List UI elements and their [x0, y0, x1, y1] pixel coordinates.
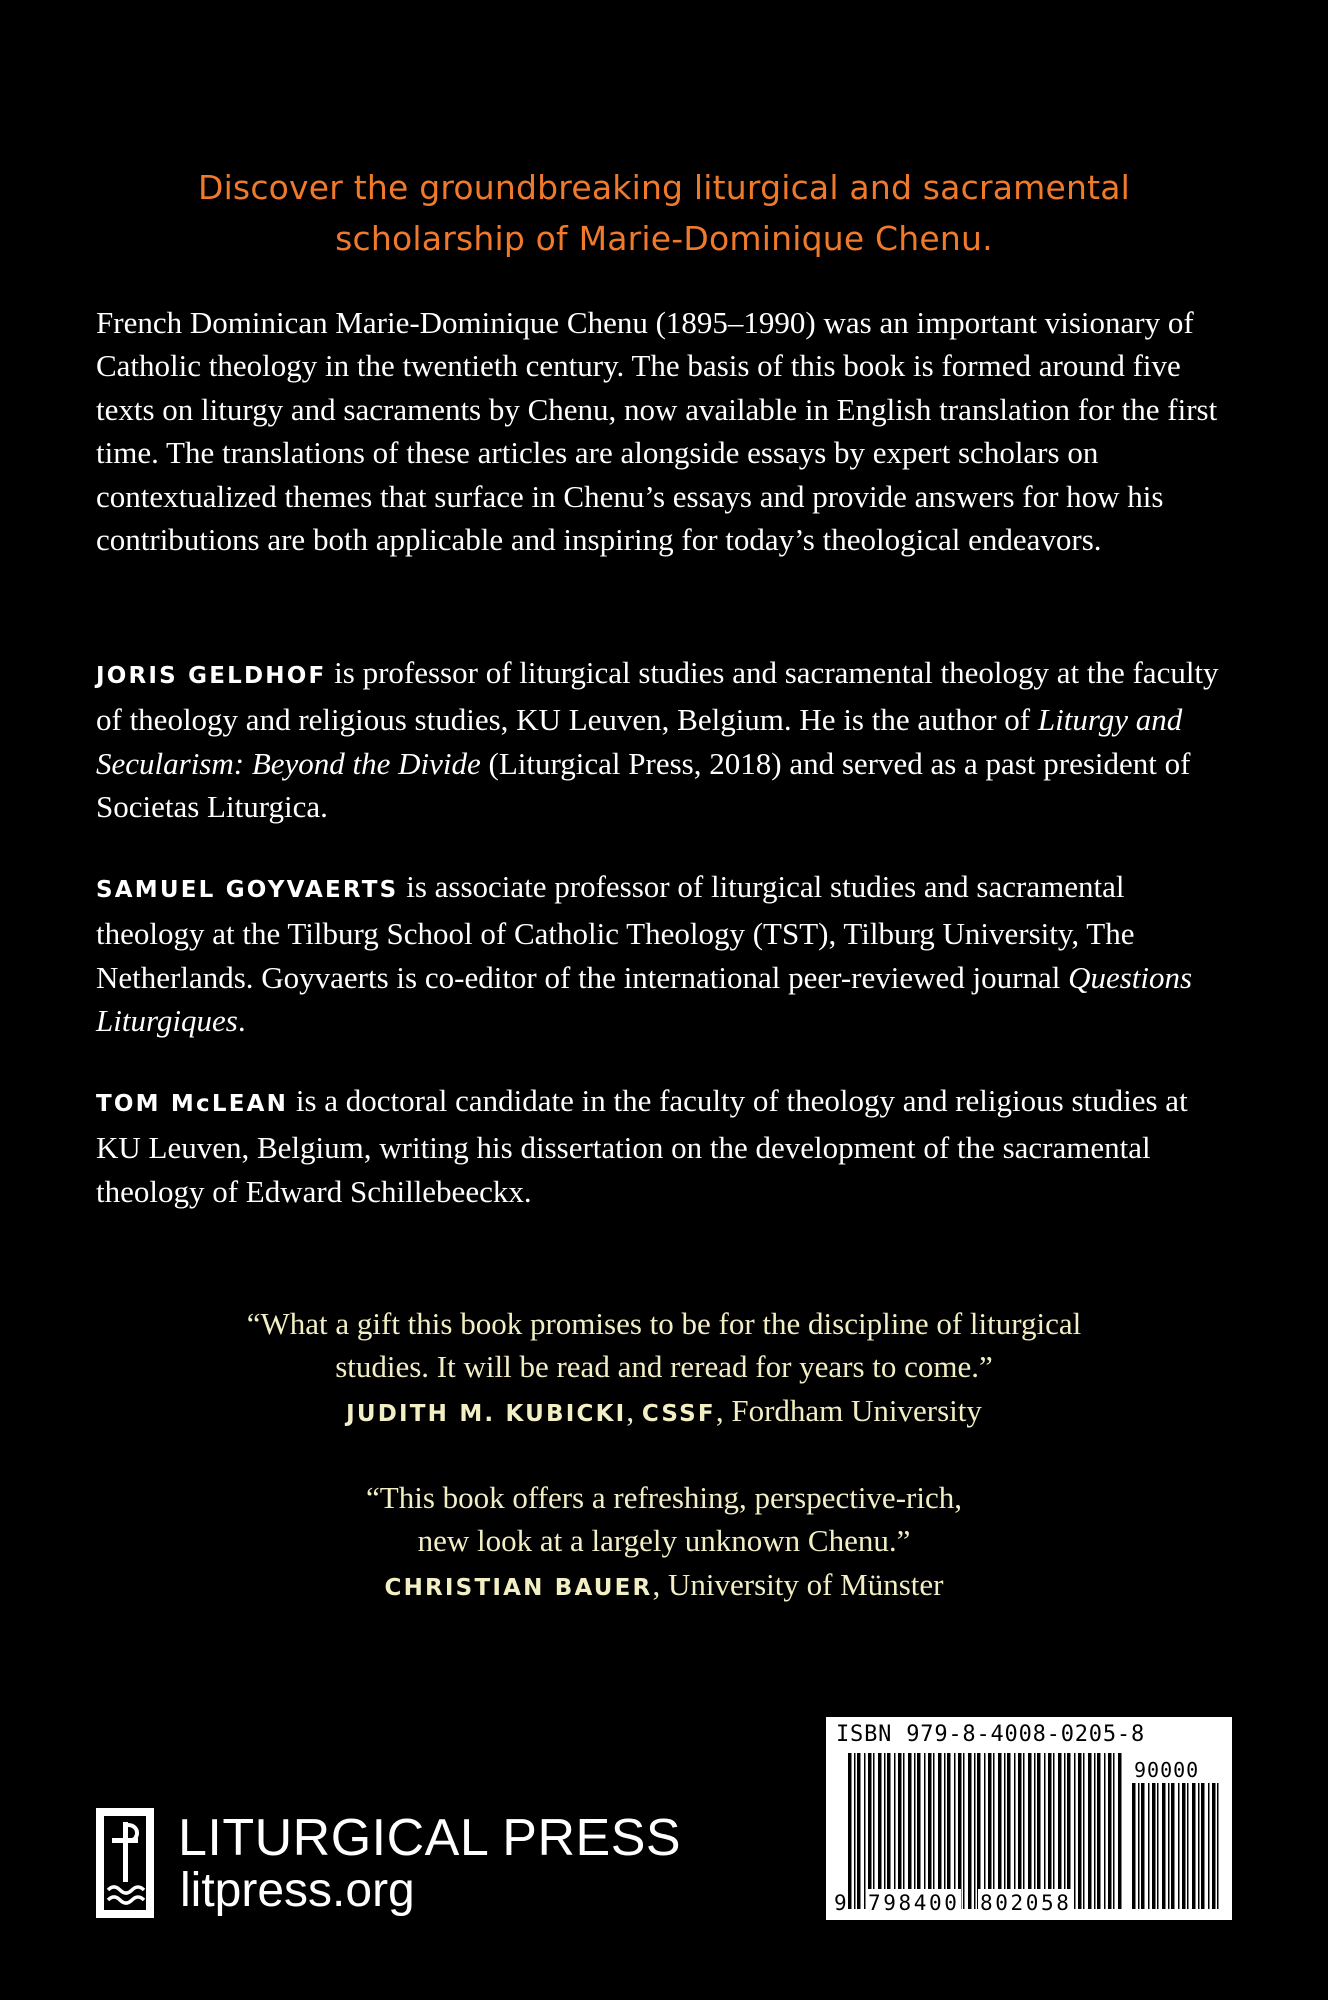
barcode-bar [1094, 1753, 1096, 1909]
barcode-bar [1078, 1753, 1082, 1909]
barcode-bar [1162, 1783, 1166, 1909]
barcode-bar [1178, 1783, 1180, 1909]
barcode-bar [993, 1753, 995, 1909]
barcode-bar [1067, 1753, 1071, 1909]
barcode-bar [1007, 1753, 1011, 1909]
barcode-bar [914, 1753, 916, 1909]
publisher-name: LITURGICAL PRESS [178, 1809, 682, 1867]
barcode-bar [1053, 1753, 1055, 1909]
barcode-bar [857, 1753, 861, 1909]
barcode-bar [1217, 1783, 1219, 1909]
barcode-digit-lead: 9 [834, 1891, 847, 1915]
barcode-bar [1138, 1783, 1140, 1909]
barcode-bar [1048, 1753, 1052, 1909]
barcode-bar [1004, 1753, 1006, 1909]
barcode-bar [854, 1753, 856, 1909]
barcode-bar [1192, 1783, 1196, 1909]
barcode-bar [1097, 1753, 1101, 1909]
barcode-bar [1037, 1753, 1041, 1909]
barcode-bar [1148, 1783, 1150, 1909]
barcode-bar [954, 1753, 956, 1909]
book-description: French Dominican Marie-Dominique Chenu (1895–1990) was an important visionary of Catholic theology in the twentieth century. The basis of this book is formed around five texts on liturgy and sacraments by Chenu, now available in English translation for the first time. The translations of these articles are alongside essays by expert scholars on contextualized themes that surface in Chenu’s essays and provide answers for how his contributions are both applicable and inspiring for today’s theological endeavors. [96, 305, 1218, 558]
headline [96, 162, 1232, 264]
author-name: JORIS GELDHOF [96, 663, 327, 689]
author-bio-goyvaerts [96, 865, 1236, 1043]
barcode-bar [1104, 1753, 1106, 1909]
barcode-bar [1182, 1783, 1186, 1909]
endorsement-kubicki [120, 1302, 1208, 1436]
barcode-bar [1212, 1783, 1216, 1909]
barcode-bar [988, 1753, 992, 1909]
author-bio-geldhof [96, 651, 1236, 829]
barcode-bar [958, 1753, 962, 1909]
bio-text-end: . [237, 1003, 246, 1039]
barcode-bar [1171, 1783, 1175, 1909]
barcode-bar [968, 1753, 972, 1909]
quote-attribution [120, 1563, 1208, 1610]
barcode-bar [944, 1753, 946, 1909]
endorser-sep: , [626, 1392, 642, 1428]
bio-text: is a doctoral candidate in the faculty of theology and religious studies at KU Leuven, Belgium, writing his dissertation on the development of the sacramental theology of Edward Schillebeeckx. [96, 1083, 1188, 1209]
barcode-bar [933, 1753, 935, 1909]
bio-text: is associate professor of liturgical studies and sacramental theology at the Tilburg School of Catholic Theology (TST), Tilburg University, The Netherlands. Goyvaerts is co-editor of the international peer-reviewed journal [96, 869, 1135, 995]
barcode-bar [1113, 1753, 1115, 1909]
quote-line-1: “What a gift this book promises to be for the discipline of liturgical [246, 1306, 1082, 1341]
barcode-bar [1058, 1753, 1062, 1909]
barcode-bar [1034, 1753, 1036, 1909]
barcode-bar [1064, 1753, 1066, 1909]
barcode-bar [884, 1753, 886, 1909]
barcode-bar [1141, 1783, 1145, 1909]
publisher-logo [96, 1808, 716, 1918]
barcode-bar [1201, 1783, 1205, 1909]
endorser-name: CHRISTIAN BAUER [384, 1574, 653, 1601]
barcode-bar [928, 1753, 932, 1909]
barcode-bar [1083, 1753, 1085, 1909]
barcode-bar [1187, 1783, 1189, 1909]
quote-line-1: “This book offers a refreshing, perspective-rich, [366, 1480, 962, 1515]
endorser-order: CSSF [641, 1400, 716, 1427]
barcode-bar [1014, 1753, 1016, 1909]
quote-line-2: studies. It will be read and reread for years to come.” [335, 1349, 993, 1385]
barcode-digits-right: 802058 [980, 1891, 1072, 1915]
endorser-name: JUDITH M. KUBICKI [346, 1400, 627, 1427]
endorser-affiliation: , University of Münster [652, 1566, 944, 1602]
barcode-bar [1018, 1753, 1022, 1909]
author-name: SAMUEL GOYVAERTS [96, 877, 399, 903]
barcode-bar [998, 1753, 1002, 1909]
book-title: Liturgy and Secularism: Beyond the Divide [96, 702, 1183, 781]
barcode-bar [1088, 1753, 1092, 1909]
bio-text: is professor of liturgical studies and sacramental theology at the faculty of theology and religious studies, KU Leuven, Belgium. He is the author of [96, 655, 1219, 738]
barcode-digits-left: 798400 [868, 1891, 960, 1915]
quote-attribution [120, 1389, 1208, 1436]
barcode-bar [1028, 1753, 1032, 1909]
barcode-bar [848, 1753, 852, 1909]
barcode-bar [894, 1753, 896, 1909]
isbn-barcode [826, 1717, 1232, 1920]
barcode-bar [1208, 1783, 1210, 1909]
endorser-affiliation: , Fordham University [715, 1392, 982, 1428]
barcode-bar [878, 1753, 882, 1909]
cross-pen-wave-logo-icon [96, 1808, 154, 1918]
headline-line-2: scholarship of Marie-Dominique Chenu. [335, 219, 993, 258]
barcode-bar [917, 1753, 921, 1909]
barcode-bar [947, 1753, 951, 1909]
barcode-bar [1157, 1783, 1159, 1909]
bio-text-end: (Liturgical Press, 2018) and served as a past president of Societas Liturgica. [96, 745, 1191, 825]
barcode-bar [898, 1753, 902, 1909]
barcode-bar [1152, 1783, 1156, 1909]
author-bio-mclean [96, 1079, 1236, 1213]
barcode-bar [1074, 1753, 1076, 1909]
publisher-url: litpress.org [180, 1864, 415, 1917]
barcode-bar [873, 1753, 875, 1909]
barcode-bar [984, 1753, 986, 1909]
barcode-bar [1118, 1753, 1122, 1909]
journal-title: Questions Liturgiques [96, 959, 1193, 1039]
barcode-bar [1108, 1753, 1112, 1909]
barcode-bar [1023, 1753, 1025, 1909]
barcode-bar [1044, 1753, 1046, 1909]
barcode-bar [977, 1753, 981, 1909]
barcode-digits [826, 1889, 1116, 1917]
headline-line-1: Discover the groundbreaking liturgical and sacramental [197, 168, 1131, 207]
barcode-bar [974, 1753, 976, 1909]
barcode-bar [868, 1753, 872, 1909]
barcode-bar [1198, 1783, 1200, 1909]
price-code: 90000 [1134, 1758, 1200, 1782]
endorsement-bauer [120, 1476, 1208, 1610]
barcode-bar [924, 1753, 926, 1909]
isbn-label: ISBN 979-8-4008-0205-8 [836, 1722, 1145, 1747]
barcode-bar [1168, 1783, 1170, 1909]
barcode-bar [903, 1753, 905, 1909]
author-name: TOM McLEAN [96, 1091, 289, 1117]
barcode-bar [908, 1753, 912, 1909]
barcode-bar [864, 1753, 866, 1909]
barcode-bar [938, 1753, 942, 1909]
barcode-bar [963, 1753, 965, 1909]
quote-line-2: new look at a largely unknown Chenu.” [417, 1523, 911, 1559]
barcode-bar [1132, 1783, 1136, 1909]
barcode-bar [887, 1753, 891, 1909]
